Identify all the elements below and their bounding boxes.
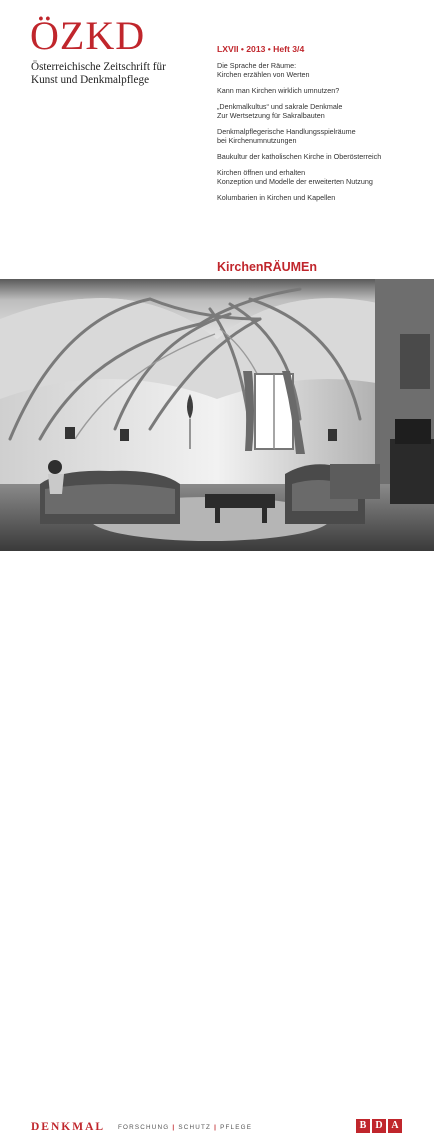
tagline-separator: | bbox=[214, 1124, 218, 1131]
tagline-word: SCHUTZ bbox=[178, 1124, 212, 1131]
footer-brand: DENKMAL bbox=[31, 1121, 106, 1133]
contents-item bbox=[217, 168, 427, 186]
tagline-separator: | bbox=[172, 1124, 176, 1131]
cover-photo bbox=[0, 279, 434, 551]
footer bbox=[0, 551, 434, 1133]
contents-item-line: Zur Wertsetzung für Sakralbauten bbox=[217, 111, 325, 120]
subtitle-line: Österreichische Zeitschrift für bbox=[31, 61, 166, 73]
subtitle-line: Kunst und Denkmalpflege bbox=[31, 74, 150, 86]
contents-item-line: Kann man Kirchen wirklich umnutzen? bbox=[217, 86, 340, 95]
publisher-logo-letter: A bbox=[388, 1119, 402, 1133]
tagline-word: FORSCHUNG bbox=[118, 1124, 170, 1131]
footer-tagline bbox=[118, 1124, 252, 1132]
contents-item-line: Denkmalpflegerische Handlungsspielräume bbox=[217, 127, 356, 136]
contents-item bbox=[217, 86, 427, 95]
contents-item bbox=[217, 152, 427, 161]
contents-item-line: Konzeption und Modelle der erweiterten Nutzung bbox=[217, 177, 373, 186]
publisher-logo bbox=[356, 1119, 402, 1133]
publisher-logo-letter: B bbox=[356, 1119, 370, 1133]
contents-item bbox=[217, 61, 427, 79]
tagline-word: PFLEGE bbox=[220, 1124, 253, 1131]
contents-item bbox=[217, 193, 427, 202]
contents-item-line: Kirchen erzählen von Werten bbox=[217, 70, 310, 79]
issue-info: LXVII • 2013 • Heft 3/4 bbox=[217, 44, 305, 54]
contents-item-line: bei Kirchenumnutzungen bbox=[217, 136, 297, 145]
masthead-logo: ÖZKD bbox=[30, 13, 146, 58]
contents-item-line: „Denkmalkultus“ und sakrale Denkmale bbox=[217, 102, 343, 111]
contents-item-line: Baukultur der katholischen Kirche in Oberösterreich bbox=[217, 152, 382, 161]
theme-title: KirchenRÄUMEn bbox=[217, 260, 318, 274]
contents-item-line: Kolumbarien in Kirchen und Kapellen bbox=[217, 193, 336, 202]
contents-item bbox=[217, 127, 427, 145]
contents-item bbox=[217, 102, 427, 120]
contents-list bbox=[217, 61, 427, 209]
masthead-subtitle bbox=[31, 61, 211, 87]
contents-item-line: Die Sprache der Räume: bbox=[217, 61, 297, 70]
publisher-logo-letter: D bbox=[372, 1119, 386, 1133]
contents-item-line: Kirchen öffnen und erhalten bbox=[217, 168, 306, 177]
